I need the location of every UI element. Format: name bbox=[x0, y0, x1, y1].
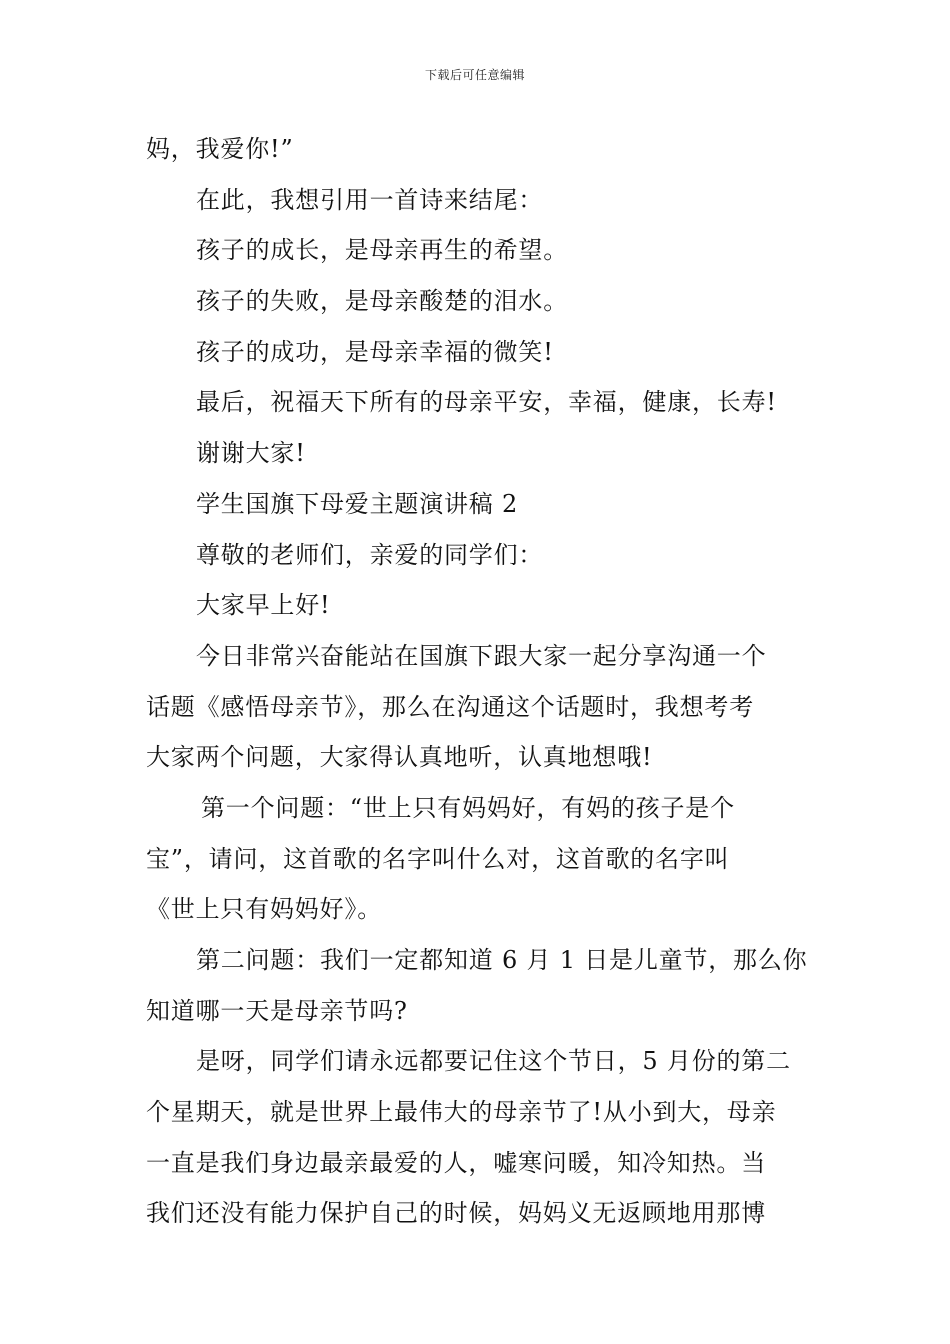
text-line: 今日非常兴奋能站在国旗下跟大家一起分享沟通一个 bbox=[196, 641, 767, 670]
text-line: 孩子的成长，是母亲再生的希望。 bbox=[196, 236, 568, 265]
text-line: 知道哪一天是母亲节吗? bbox=[146, 996, 408, 1025]
text-line: 谢谢大家! bbox=[196, 439, 306, 468]
text-line: 宝”，请问，这首歌的名字叫什么对，这首歌的名字叫 bbox=[146, 844, 730, 873]
text-line: 话题《感悟母亲节》，那么在沟通这个话题时，我想考考 bbox=[146, 692, 754, 721]
text-line: 妈，我爱你!” bbox=[146, 135, 294, 163]
text-line: 孩子的失败，是母亲酸楚的泪水。 bbox=[196, 287, 568, 316]
text-line: 第一个问题：“世上只有妈妈好，有妈的孩子是个 bbox=[201, 793, 735, 822]
text-line: 个星期天，就是世界上最伟大的母亲节了!从小到大，母亲 bbox=[146, 1098, 777, 1127]
text-line: 大家早上好! bbox=[196, 591, 331, 620]
text-line: 是呀，同学们请永远都要记住这个节日，5 月份的第二 bbox=[196, 1047, 791, 1076]
text-line: 大家两个问题，大家得认真地听，认真地想哦! bbox=[146, 743, 653, 772]
text-line: 第二问题：我们一定都知道 6 月 1 日是儿童节，那么你 bbox=[196, 946, 808, 974]
text-line: 尊敬的老师们，亲爱的同学们： bbox=[196, 540, 544, 569]
text-line: 一直是我们身边最亲最爱的人，嘘寒问暖，知冷知热。当 bbox=[146, 1148, 766, 1177]
text-line: 孩子的成功，是母亲幸福的微笑! bbox=[196, 337, 554, 366]
text-line: 最后，祝福天下所有的母亲平安，幸福，健康，长寿! bbox=[196, 388, 777, 417]
text-line: 在此，我想引用一首诗来结尾： bbox=[196, 185, 544, 214]
document-body bbox=[146, 124, 811, 1239]
page-header: 下载后可任意编辑 bbox=[424, 68, 525, 82]
text-line: 我们还没有能力保护自己的时候，妈妈义无返顾地用那博 bbox=[146, 1199, 766, 1228]
section-title: 学生国旗下母爱主题演讲稿 2 bbox=[196, 489, 519, 518]
text-line: 《世上只有妈妈好》。 bbox=[146, 895, 382, 924]
